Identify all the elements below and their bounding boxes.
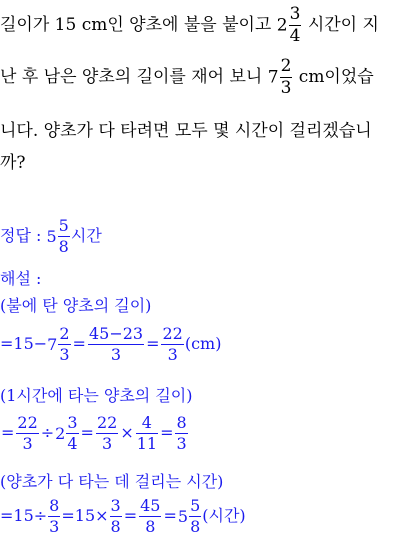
- answer-mixed-number: 5 $\frac{5}{8}$: [46, 216, 69, 256]
- problem-line-1: [0, 6, 379, 45]
- problem-text: 난 후 남은 양초의 길이를 재어 보니: [0, 67, 268, 87]
- fraction: $\frac{22}{3}$: [17, 413, 38, 453]
- fraction: $\frac{22}{3}$: [96, 413, 118, 453]
- problem-text: cm이었습: [293, 67, 374, 87]
- fraction: $\frac{8}{3}$: [176, 413, 187, 453]
- step1-equation: =15−7 $\frac{2}{3}$ = $\frac{45-23}{3}$ = $\frac{22}{3}$ (cm): [0, 324, 222, 364]
- fraction: $\frac{45-23}{3}$: [88, 324, 144, 364]
- mixed-number: 7 $\frac{2}{3}$: [267, 56, 292, 98]
- mixed-number: 2 $\frac{3}{4}$: [55, 413, 78, 453]
- fraction: $\frac{3}{4}$: [67, 413, 78, 453]
- step2-equation: = $\frac{22}{3}$ ÷2 $\frac{3}{4}$ = $\frac{22}{3}$ × $\frac{4}{11}$ = $\frac{8}{3}$: [1, 413, 187, 453]
- fraction: $\frac{3}{8}$: [110, 496, 121, 536]
- fraction: $\frac{2}{3}$: [59, 324, 70, 364]
- fraction: $\frac{22}{3}$: [162, 324, 183, 364]
- problem-line-2: [0, 58, 374, 97]
- step3-equation: =15÷ $\frac{8}{3}$ =15× $\frac{3}{8}$ = $\frac{45}{8}$ =5 $\frac{5}{8}$ (시간): [0, 496, 246, 536]
- step2-title: (1시간에 타는 양초의 길이): [0, 386, 193, 405]
- solution-header: 해설 :: [0, 269, 42, 288]
- problem-text: 길이가 15 cm인 양초에 불을 붙이고: [0, 15, 277, 35]
- mixed-number: 2 $\frac{3}{4}$: [276, 4, 301, 46]
- step1-title: (불에 탄 양초의 길이): [0, 296, 152, 315]
- fraction: $\frac{5}{8}$: [58, 216, 69, 256]
- fraction: $\frac{4}{11}$: [136, 413, 158, 453]
- fraction: $\frac{8}{3}$: [49, 496, 60, 536]
- fraction: $\frac{5}{8}$: [190, 496, 201, 536]
- step3-title: (양초가 다 타는 데 걸리는 시간): [0, 472, 224, 491]
- fraction: $\frac{2}{3}$: [280, 56, 292, 98]
- unit: (시간): [202, 506, 246, 525]
- mixed-number: 5 $\frac{5}{8}$: [177, 496, 201, 536]
- fraction: $\frac{45}{8}$: [140, 496, 161, 536]
- unit: (cm): [184, 334, 222, 353]
- problem-text: 까?: [0, 153, 26, 173]
- answer-line: [0, 218, 102, 255]
- fraction: $\frac{3}{4}$: [289, 4, 301, 46]
- answer-label: 정답 :: [0, 226, 47, 245]
- problem-text: 니다. 양초가 다 타려면 모두 몇 시간이 걸리겠습니: [0, 121, 372, 141]
- mixed-number: 7 $\frac{2}{3}$: [47, 324, 70, 364]
- answer-unit: 시간: [70, 226, 102, 245]
- problem-line-4: [0, 148, 26, 173]
- problem-line-3: [0, 116, 372, 141]
- problem-text: 시간이 지: [302, 15, 379, 35]
